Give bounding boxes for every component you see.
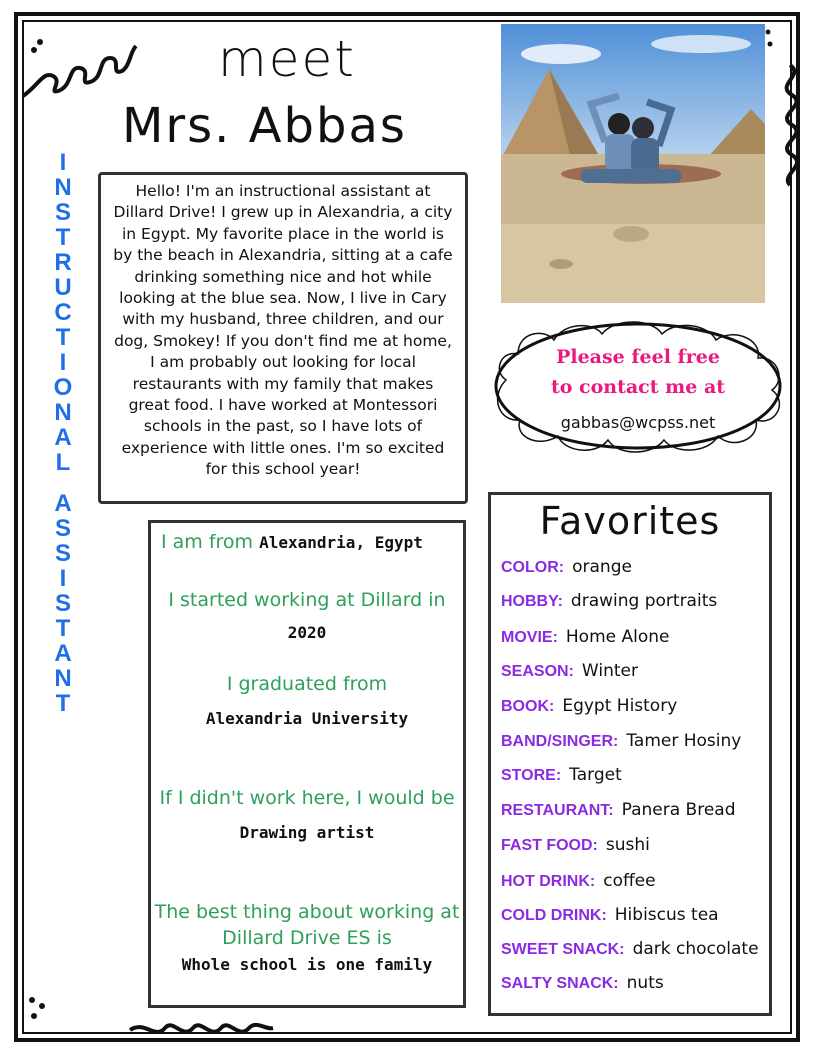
favorite-item: [501, 627, 669, 647]
started-label: I started working at Dillard in: [168, 589, 446, 611]
vertical-letter: A: [54, 490, 72, 517]
favorite-label: HOT DRINK:: [501, 873, 596, 890]
favorite-label: SWEET SNACK:: [501, 941, 625, 958]
favorite-label: SEASON:: [501, 663, 574, 680]
vertical-letter: S: [54, 515, 71, 542]
favorite-label: STORE:: [501, 767, 562, 784]
vertical-letter: I: [59, 149, 67, 176]
favorite-value: orange: [572, 557, 632, 577]
favorite-label: COLOR:: [501, 559, 565, 576]
vertical-title: [48, 150, 78, 716]
contact-heading-line1: Please feel free: [556, 346, 720, 368]
favorite-value: Winter: [581, 661, 638, 681]
favorite-value: Panera Bread: [621, 800, 736, 820]
favorite-item: [501, 557, 632, 577]
favorite-item: [501, 835, 650, 855]
favorite-label: HOBBY:: [501, 593, 563, 610]
meet-heading: meet: [218, 30, 356, 88]
vertical-letter: T: [55, 690, 71, 717]
vertical-letter: O: [53, 374, 73, 401]
favorite-value: sushi: [605, 835, 650, 855]
favorites-title: Favorites: [539, 499, 721, 543]
teacher-name: Mrs. Abbas: [122, 98, 407, 154]
favorite-item: [501, 871, 656, 891]
vertical-letter: T: [55, 324, 71, 351]
favorite-item: [501, 591, 717, 611]
vertical-letter: T: [55, 615, 71, 642]
favorites-box: [488, 492, 772, 1016]
vertical-letter: I: [59, 349, 67, 376]
job-label: If I didn't work here, I would be: [159, 787, 455, 809]
favorite-value: nuts: [626, 973, 664, 993]
vertical-letter: A: [54, 640, 72, 667]
vertical-letter: L: [55, 449, 71, 476]
favorite-item: [501, 731, 741, 751]
favorite-value: Target: [569, 765, 622, 785]
best-label-1: The best thing about working at: [154, 901, 460, 923]
vertical-letter: N: [54, 174, 72, 201]
bio-text: Hello! I'm an instructional assistant at Dillard Drive! I grew up in Alexandria, a city in Egypt. My favorite place in the world is by the beach in Alexandria, sitting at a cafe drinking something nice and hot while looking at the blue sea. Now, I live in Cary with my husband, three children, and our dog, Smokey! If you don't find me at home, I am probably out looking for local restaurants with my family that makes great food. I have worked at Montessori schools in the past, so I have lots of experience with little ones. I'm so excited for this school year!: [98, 172, 468, 504]
vertical-letter: U: [54, 274, 72, 301]
favorite-value: dark chocolate: [632, 939, 759, 959]
favorite-label: SALTY SNACK:: [501, 975, 619, 992]
best-value: Whole school is one family: [181, 955, 433, 974]
contact-section: [484, 310, 792, 460]
contact-email[interactable]: gabbas@wcpss.net: [560, 413, 716, 432]
graduated-label: I graduated from: [226, 673, 388, 695]
favorite-value: Hibiscus tea: [614, 905, 719, 925]
from-row: [151, 529, 463, 556]
favorite-item: [501, 939, 759, 959]
vertical-letter: A: [54, 424, 72, 451]
vertical-letter: N: [54, 399, 72, 426]
about-box: [148, 520, 466, 1008]
dots-top-right: [762, 28, 782, 52]
dots-bottom-left: [26, 994, 50, 1024]
favorite-value: Egypt History: [562, 696, 678, 716]
favorite-item: [501, 973, 664, 993]
vertical-letter: R: [54, 249, 72, 276]
best-label-2: Dillard Drive ES is: [222, 927, 392, 949]
favorite-label: BOOK:: [501, 698, 555, 715]
favorite-value: coffee: [603, 871, 656, 891]
loop-doodle-top-left: [18, 16, 138, 106]
loop-doodle-bottom: [125, 1010, 275, 1046]
favorite-item: [501, 661, 638, 681]
favorite-label: BAND/SINGER:: [501, 733, 619, 750]
favorite-item: [501, 800, 736, 820]
favorite-label: MOVIE:: [501, 629, 558, 646]
vertical-letter: T: [55, 224, 71, 251]
vertical-letter: C: [54, 299, 72, 326]
vertical-letter: N: [54, 665, 72, 692]
job-value: Drawing artist: [239, 823, 375, 842]
favorite-label: COLD DRINK:: [501, 907, 607, 924]
graduated-value: Alexandria University: [205, 709, 409, 728]
vertical-letter: S: [54, 590, 71, 617]
favorite-value: Home Alone: [565, 627, 670, 647]
contact-heading: [484, 342, 792, 402]
teacher-photo: [501, 24, 765, 303]
favorite-value: Tamer Hosiny: [626, 731, 742, 751]
from-value: Alexandria, Egypt: [259, 533, 423, 552]
favorite-item: [501, 765, 622, 785]
vertical-letter: S: [54, 540, 71, 567]
vertical-letter: I: [59, 565, 67, 592]
contact-heading-line2: to contact me at: [550, 376, 726, 398]
favorite-item: [501, 905, 719, 925]
vertical-letter: S: [54, 199, 71, 226]
favorite-label: FAST FOOD:: [501, 837, 598, 854]
loop-doodle-right: [770, 60, 810, 190]
favorite-value: drawing portraits: [570, 591, 718, 611]
favorite-label: RESTAURANT:: [501, 802, 614, 819]
favorite-item: [501, 696, 677, 716]
started-value: 2020: [287, 623, 327, 642]
from-label: I am from: [161, 531, 254, 553]
